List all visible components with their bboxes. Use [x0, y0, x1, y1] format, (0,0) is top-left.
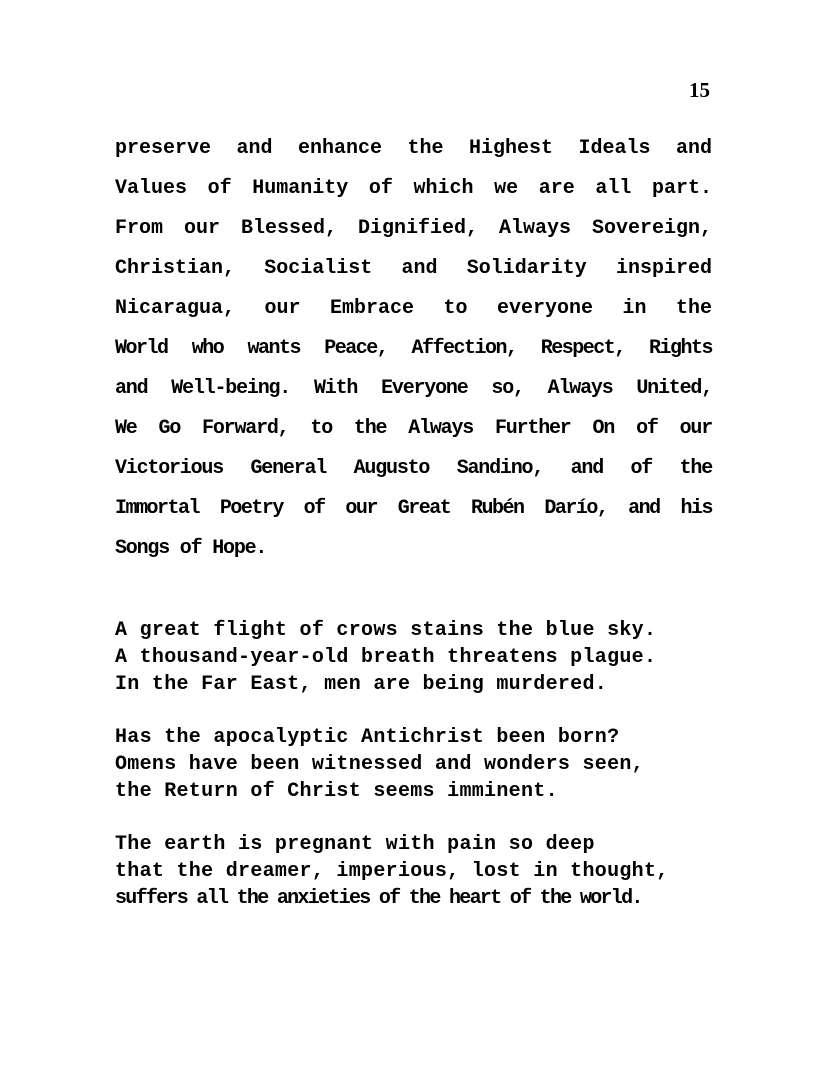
poem-verse: A thousand-year-old breath threatens plague.: [115, 646, 657, 669]
prose-paragraph: [115, 134, 712, 574]
prose-line: preserve and enhance the Highest Ideals and: [115, 137, 712, 160]
prose-line: Nicaragua, our Embrace to everyone in the: [115, 297, 712, 320]
poem-verse: Omens have been witnessed and wonders seen,: [115, 753, 644, 776]
prose-line: Values of Humanity of which we are all part.: [115, 177, 712, 200]
page-number: 15: [689, 78, 710, 102]
poem-verse: Has the apocalyptic Antichrist been born?: [115, 726, 620, 749]
prose-line: Immortal Poetry of our Great Rubén Darío, and his: [115, 497, 712, 520]
poem-verse: the Return of Christ seems imminent.: [115, 780, 558, 803]
poem-verse: A great flight of crows stains the blue sky.: [115, 619, 657, 642]
poem-verse: In the Far East, men are being murdered.: [115, 673, 608, 696]
poem-stanza: [115, 831, 765, 912]
poem-stanza: [115, 617, 765, 698]
poem-verse: suffers all the anxieties of the heart of the world.: [115, 887, 642, 910]
poem-stanza: [115, 724, 765, 805]
poem-verse: that the dreamer, imperious, lost in thought,: [115, 860, 669, 883]
poem-verse: The earth is pregnant with pain so deep: [115, 833, 595, 856]
prose-line: Songs of Hope.: [115, 537, 267, 560]
prose-line: and Well-being. With Everyone so, Always United,: [115, 377, 712, 400]
prose-line: Christian, Socialist and Solidarity inspired: [115, 257, 712, 280]
prose-line: From our Blessed, Dignified, Always Sovereign,: [115, 217, 712, 240]
prose-line: World who wants Peace, Affection, Respect, Rights: [115, 337, 712, 360]
poem: [115, 617, 765, 938]
prose-line: Victorious General Augusto Sandino, and of the: [115, 457, 712, 480]
prose-line: We Go Forward, to the Always Further On of our: [115, 417, 712, 440]
